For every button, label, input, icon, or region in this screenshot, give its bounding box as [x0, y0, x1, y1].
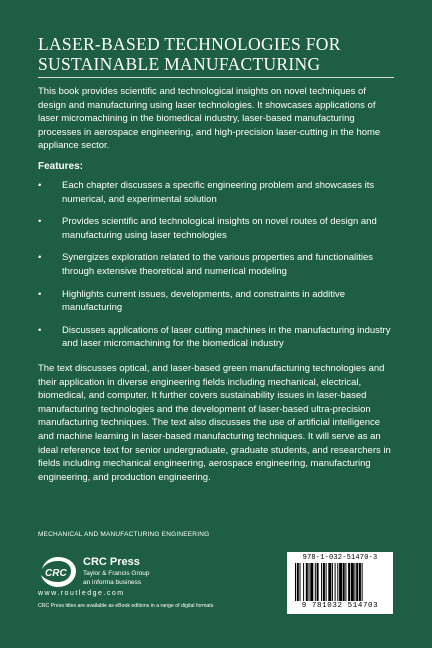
publisher-group: Taylor & Francis Group — [83, 570, 150, 577]
barcode-bar — [315, 563, 316, 601]
barcode-bar — [300, 563, 301, 601]
features-heading: Features: — [38, 161, 84, 172]
feature-item — [38, 179, 396, 206]
barcode-bar — [332, 563, 333, 601]
feature-item — [38, 251, 396, 278]
feature-item — [38, 288, 396, 315]
book-title-line-2: SUSTAINABLE MANUFACTURING — [38, 54, 321, 74]
barcode-bar — [345, 563, 346, 601]
barcode-bar — [359, 563, 361, 601]
ebook-note: CRC Press titles are available as eBook editions in a range of digital formats — [38, 603, 214, 609]
crc-logo-icon — [38, 555, 78, 589]
bullet-icon: • — [38, 216, 42, 228]
feature-text: Each chapter discusses a specific engineering problem and showcases its numerical, and experimental solution — [62, 180, 375, 205]
logo-mark: CRC — [45, 568, 67, 579]
barcode-bar — [337, 563, 338, 601]
barcode-bar — [295, 563, 296, 601]
bullet-icon: • — [38, 252, 42, 264]
barcode-bar — [351, 563, 354, 601]
publisher-name: CRC Press — [83, 556, 140, 568]
publisher-website: www.routledge.com — [38, 590, 125, 597]
feature-item — [38, 215, 396, 242]
barcode-bar — [303, 563, 304, 601]
barcode-bar — [328, 563, 331, 601]
feature-text: Synergizes exploration related to the various properties and functionalities through extensive theoretical and numerical modeling — [62, 252, 374, 277]
barcode-bar — [362, 563, 363, 601]
barcode-bar — [310, 563, 313, 601]
feature-text: Provides scientific and technological insights on novel routes of design and manufacturing using laser technologies — [62, 216, 377, 241]
bullet-icon: • — [38, 288, 42, 300]
barcode-bar — [348, 563, 350, 601]
barcode-bar — [309, 563, 310, 601]
barcode-bar — [321, 563, 322, 601]
isbn-barcode — [287, 552, 393, 614]
barcode-bar — [326, 563, 327, 601]
barcode-bar — [323, 563, 325, 601]
barcode-bar — [297, 563, 299, 601]
barcode-bar — [317, 563, 319, 601]
feature-text: Discusses applications of laser cutting machines in the manufacturing industry and laser micromachining for the biomedical industry — [62, 324, 391, 350]
barcode-bar — [343, 563, 345, 601]
publisher-business: an informa business — [83, 579, 142, 586]
barcode-digits: 9 781032 514703 — [301, 602, 379, 610]
book-title-line-1: LASER-BASED TECHNOLOGIES FOR — [38, 34, 341, 54]
bullet-icon: • — [38, 180, 42, 191]
isbn-text: 978-1-032-51470-3 — [302, 554, 378, 562]
barcode-bar — [339, 563, 342, 601]
series-name: MECHANICAL AND MANUFACTURING ENGINEERING — [38, 531, 210, 538]
barcode-bar — [335, 563, 336, 601]
barcode-bar — [306, 563, 308, 601]
barcode-bar — [354, 563, 355, 601]
bullet-icon: • — [38, 324, 42, 336]
barcode-bar — [356, 563, 358, 601]
description-paragraph: The text discusses optical, and laser-based green manufacturing technologies and their application in diverse engineering fields including mechanical, electrical, biomedical, and computer. It further covers sustainability issues in laser-based manufacturing technologies and the development of laser-based ultra-precision manufacturing techniques. The text also discusses the use of artificial intelligence and machine learning in laser-based manufacturing techniques. It will serve as an ideal reference text for senior undergraduate, graduate students, and researchers in fields including mechanical engineering, aerospace engineering, manufacturing engineering, and production engineering. — [38, 363, 391, 483]
feature-text: Highlights current issues, developments, and constraints in additive manufacturing — [62, 288, 346, 314]
features-list — [38, 179, 396, 360]
feature-item — [38, 324, 396, 351]
barcode-icon — [295, 563, 385, 601]
book-title — [38, 34, 398, 74]
intro-paragraph: This book provides scientific and technological insights on novel techniques of design and manufacturing using laser technologies. It showcases applications of laser micromachining in the biomedical industry, laser-based manufacturing processes in aerospace engineering, and high-precision laser-cutting in the home appliance sector. — [38, 86, 381, 152]
title-divider — [38, 77, 394, 78]
